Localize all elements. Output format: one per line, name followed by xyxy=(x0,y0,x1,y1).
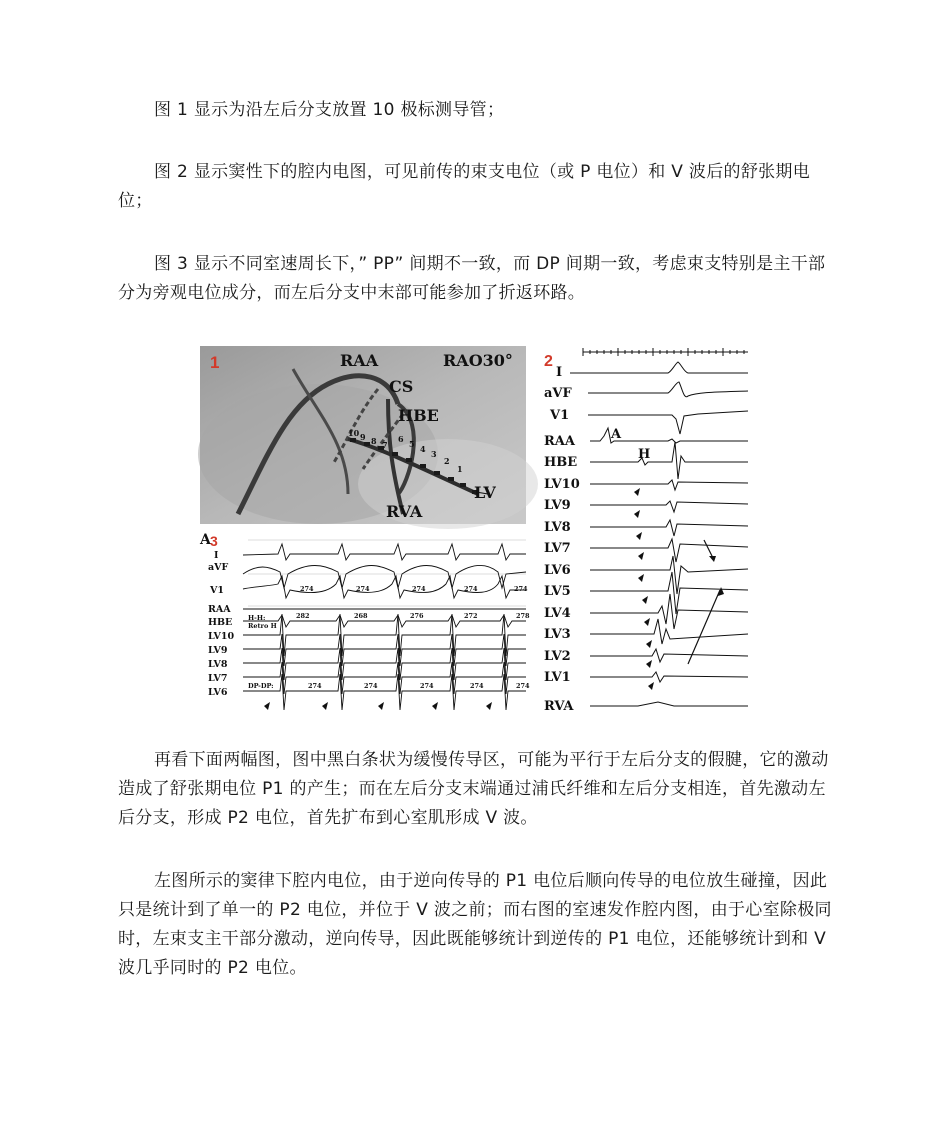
vt-channel-V1: V1 xyxy=(210,585,224,596)
electrode-1: 1 xyxy=(457,464,463,474)
channel-LV7: LV7 xyxy=(544,541,571,556)
electrogram-figure xyxy=(198,344,754,712)
vt-channel-LV9: LV9 xyxy=(208,645,228,656)
label-raa: RAA xyxy=(340,351,379,370)
panel-1-number: 1 xyxy=(210,353,220,372)
vt-channel-HBE: HBE xyxy=(208,617,233,628)
channel-LV10: LV10 xyxy=(544,477,580,492)
electrode-8: 8 xyxy=(371,436,377,446)
label-hbe: HBE xyxy=(398,406,439,425)
channel-I: I xyxy=(556,365,563,380)
dp-interval-3: 274 xyxy=(420,682,434,690)
channel-V1: V1 xyxy=(550,408,570,423)
dp-interval-5: 274 xyxy=(516,682,530,690)
electrode-4: 4 xyxy=(420,444,426,454)
hh-interval-2: 268 xyxy=(354,612,368,620)
electrode-2: 2 xyxy=(444,456,450,466)
hh-label: H-H: xyxy=(248,614,266,622)
channel-LV9: LV9 xyxy=(544,498,571,513)
vt-channel-LV6: LV6 xyxy=(208,687,228,698)
marker-H: H xyxy=(638,447,651,462)
dp-interval-2: 274 xyxy=(364,682,378,690)
panel-2-number: 2 xyxy=(544,353,553,370)
channel-RAA: RAA xyxy=(544,434,575,449)
panel-3-letter: A xyxy=(200,532,211,548)
hh-interval-5: 278 xyxy=(516,612,530,620)
label-rao30: RAO30° xyxy=(443,351,513,370)
vt-channel-aVF: aVF xyxy=(208,562,229,573)
channel-LV3: LV3 xyxy=(544,627,571,642)
electrode-7: 7 xyxy=(382,440,388,450)
channel-aVF: aVF xyxy=(544,386,572,401)
dp-label: DP-DP: xyxy=(248,682,274,690)
vt-channel-LV10: LV10 xyxy=(208,631,235,642)
label-rva: RVA xyxy=(386,502,423,521)
paragraph-sinus-vs-vt: 左图所示的窦律下腔内电位，由于逆向传导的 P1 电位后顺向传导的电位放生碰撞，因此只是统计到了单一的 P2 电位，并位于 V 波之前；而右图的室速发作腔内图，由于心室除极同时，左束支主干部分激动，逆向传导，因此既能够统计到逆传的 P1 电位，还能够统计到和 V 波几乎同时的 P2 电位。 xyxy=(118,871,832,978)
dp-interval-1: 274 xyxy=(308,682,322,690)
retro-h-label: Retro H xyxy=(248,622,277,630)
v1-interval-5: 274 xyxy=(514,585,528,593)
channel-HBE: HBE xyxy=(544,455,578,470)
electrode-5: 5 xyxy=(409,439,415,449)
electrode-10: 10 xyxy=(348,428,360,438)
vt-channel-I: I xyxy=(214,550,219,561)
panel-3-number: 3 xyxy=(210,533,218,549)
channel-RVA: RVA xyxy=(544,699,574,712)
v1-interval-2: 274 xyxy=(356,585,370,593)
label-lv: LV xyxy=(474,483,496,502)
v1-interval-3: 274 xyxy=(412,585,426,593)
panel-1-fluoroscopy xyxy=(198,346,538,529)
vt-channel-LV8: LV8 xyxy=(208,659,228,670)
paragraph-figure2-description: 图 2 显示窦性下的腔内电图，可见前传的束支电位（或 P 电位）和 V 波后的舒张期电位； xyxy=(118,162,811,211)
v1-interval-1: 274 xyxy=(300,585,314,593)
label-cs: CS xyxy=(389,377,414,396)
vt-channel-LV7: LV7 xyxy=(208,673,228,684)
channel-LV5: LV5 xyxy=(544,584,571,599)
vt-channel-RAA: RAA xyxy=(208,604,231,615)
paragraph-slow-conduction: 再看下面两幅图，图中黑白条状为缓慢传导区，可能为平行于左后分支的假腱，它的激动造成了舒张期电位 P1 的产生；而在左后分支末端通过浦氏纤维和左后分支相连，首先激动左后分支，形成 P2 电位，首先扩布到心室肌形成 V 波。 xyxy=(118,750,829,828)
channel-LV2: LV2 xyxy=(544,649,571,664)
channel-LV1: LV1 xyxy=(544,670,571,685)
paragraph-figure1-description: 图 1 显示为沿左后分支放置 10 极标测导管； xyxy=(154,100,505,120)
marker-A: A xyxy=(611,427,622,442)
v1-interval-4: 274 xyxy=(464,585,478,593)
panel-2-sinus-electrogram xyxy=(538,346,752,712)
channel-LV6: LV6 xyxy=(544,563,571,578)
hh-interval-1: 282 xyxy=(296,612,310,620)
electrode-9: 9 xyxy=(360,432,366,442)
hh-interval-3: 276 xyxy=(410,612,424,620)
panel-3-vt-electrogram xyxy=(199,532,530,710)
electrode-6: 6 xyxy=(398,434,404,444)
channel-LV4: LV4 xyxy=(544,606,571,621)
channel-LV8: LV8 xyxy=(544,520,571,535)
dp-interval-4: 274 xyxy=(470,682,484,690)
hh-interval-4: 272 xyxy=(464,612,478,620)
electrode-3: 3 xyxy=(431,449,437,459)
paragraph-figure3-description: 图 3 显示不同室速周长下，” PP” 间期不一致，而 DP 间期一致，考虑束支特别是主干部分为旁观电位成分，而左后分支中末部可能参加了折返环路。 xyxy=(118,254,826,303)
